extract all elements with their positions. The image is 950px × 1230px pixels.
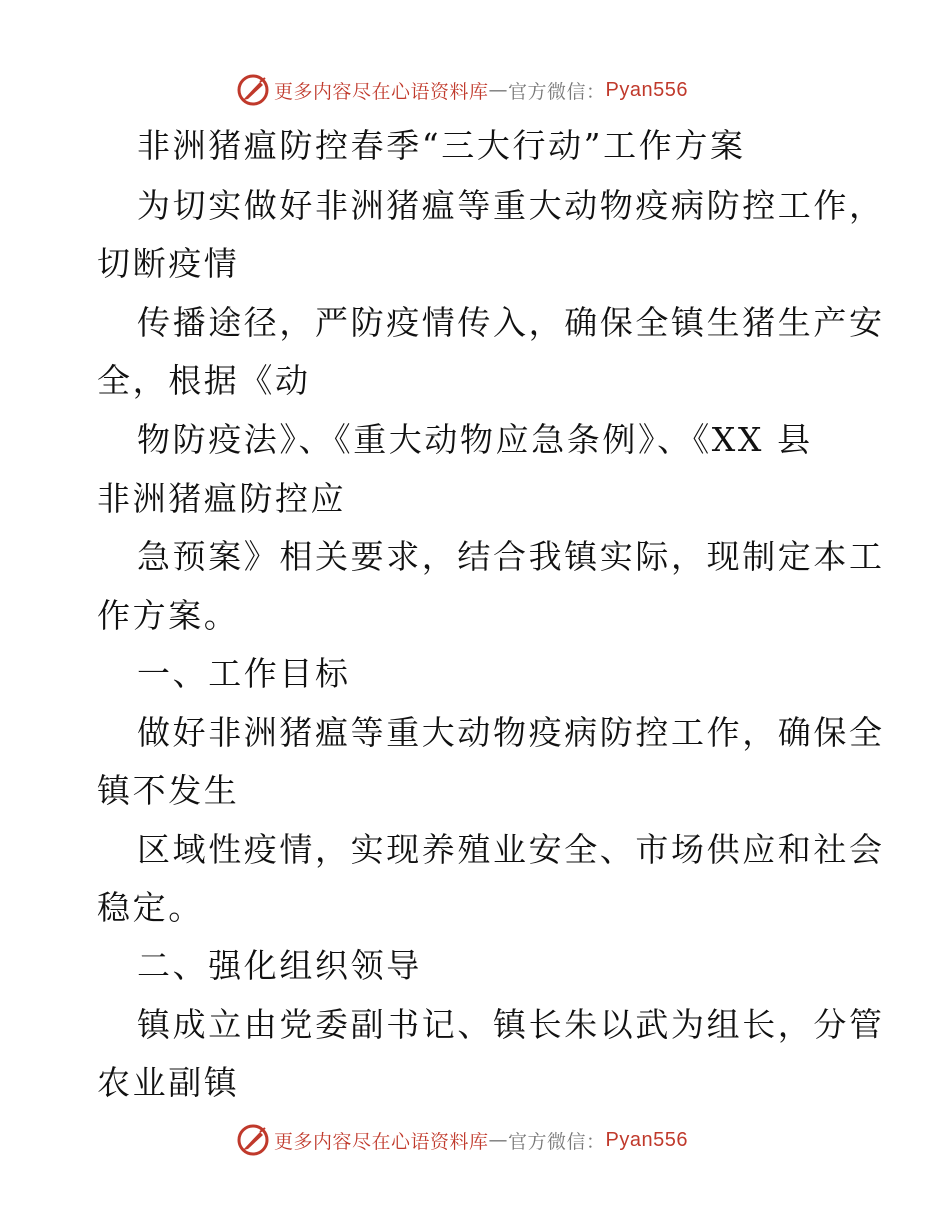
paragraph-line: 农业副镇 xyxy=(97,1063,240,1102)
banner-site-text: 更多内容尽在心语资料库 xyxy=(274,1130,489,1153)
banner-site-text: 更多内容尽在心语资料库 xyxy=(274,80,489,103)
paragraph-line: 急预案》相关要求，结合我镇实际，现制定本工 xyxy=(137,537,885,576)
banner-contact-id: Pyan556 xyxy=(605,78,688,101)
feather-pen-icon xyxy=(236,73,270,107)
section-heading: 一、工作目标 xyxy=(137,654,351,693)
banner-contact-id: Pyan556 xyxy=(605,1128,688,1151)
banner-contact-label: 官方微信： xyxy=(508,80,606,103)
paragraph-line: 物防疫法》、《重大动物应急条例》、《XX 县 xyxy=(137,420,813,459)
feather-pen-icon xyxy=(236,1123,270,1157)
paragraph-line: 镇成立由党委副书记、镇长朱以武为组长，分管 xyxy=(137,1005,885,1044)
paragraph-line: 作方案。 xyxy=(97,596,240,635)
paragraph-line: 为切实做好非洲猪瘟等重大动物疫病防控工作， xyxy=(137,186,885,225)
paragraph-line: 做好非洲猪瘟等重大动物疫病防控工作，确保全 xyxy=(137,713,885,752)
banner-dash: — xyxy=(488,1129,509,1151)
paragraph-line: 镇不发生 xyxy=(97,771,240,810)
paragraph-line: 传播途径，严防疫情传入，确保全镇生猪生产安 xyxy=(137,303,885,342)
paragraph-line: 稳定。 xyxy=(97,888,204,927)
paragraph-line: 全，根据《动 xyxy=(97,361,311,400)
paragraph-line: 切断疫情 xyxy=(97,244,240,283)
paragraph-line: 非洲猪瘟防控应 xyxy=(97,479,347,518)
banner-dash: — xyxy=(488,79,509,101)
banner-contact-label: 官方微信： xyxy=(508,1130,606,1153)
footer-watermark-banner xyxy=(236,1122,688,1158)
section-heading: 二、强化组织领导 xyxy=(137,946,422,985)
header-watermark-banner xyxy=(236,72,688,108)
document-title: 非洲猪瘟防控春季“三大行动”工作方案 xyxy=(137,126,746,165)
paragraph-line: 区域性疫情，实现养殖业安全、市场供应和社会 xyxy=(137,830,885,869)
